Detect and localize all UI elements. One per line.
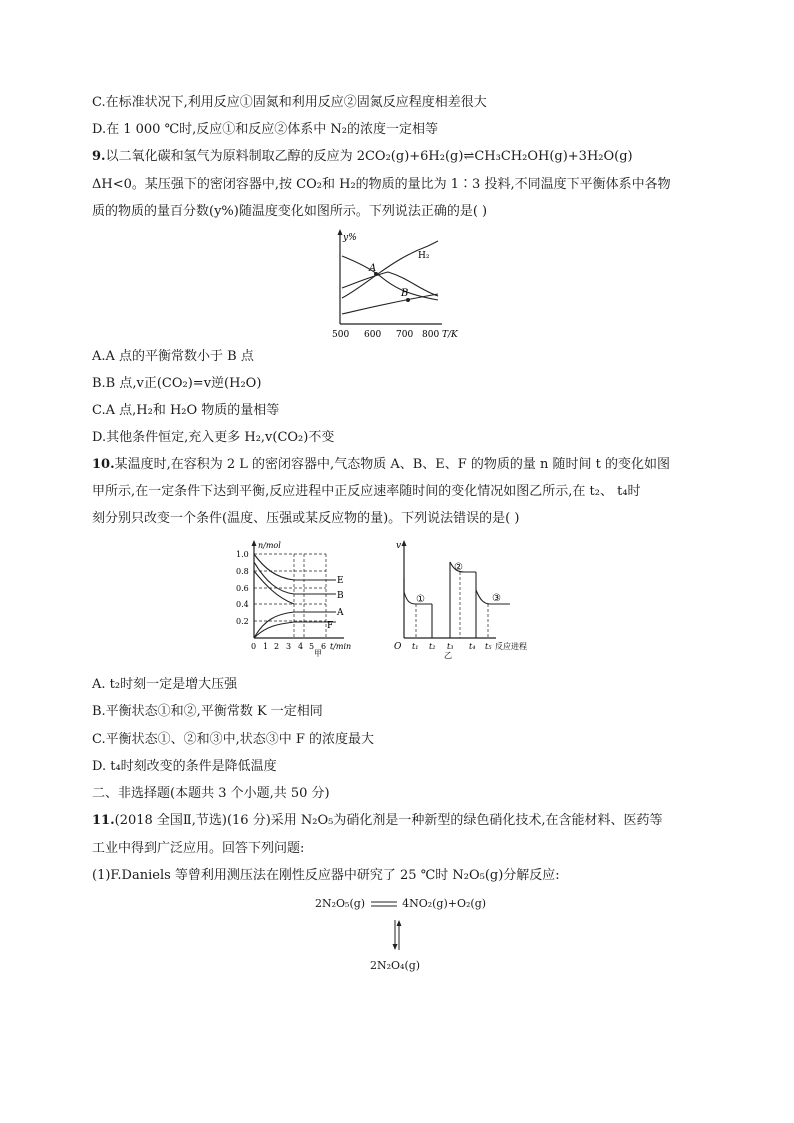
q9-curve-2 bbox=[342, 256, 438, 300]
q9-xtick-700: 700 bbox=[396, 330, 414, 340]
q9-option-b: B.B 点,v正(CO₂)=v逆(H₂O) bbox=[92, 376, 262, 391]
q10-stem1-text: 某温度时,在容积为 2 L 的密闭容器中,气态物质 A、B、E、F 的物质的量 n 随时间 t 的变化如图 bbox=[114, 457, 671, 472]
q10-option-b: B.平衡状态①和②,平衡常数 K 一定相同 bbox=[92, 704, 323, 719]
jia-ytick-4: 0.4 bbox=[236, 600, 249, 609]
q10-option-d: D. t₄时刻改变的条件是降低温度 bbox=[92, 759, 277, 774]
q10-figure-jia bbox=[236, 534, 360, 656]
q9-curve-4 bbox=[342, 294, 438, 314]
yi-xtick-t2: t₂ bbox=[429, 642, 436, 651]
q9-option-a: A.A 点的平衡常数小于 B 点 bbox=[92, 349, 254, 364]
q10-option-c: C.平衡状态①、②和③中,状态③中 F 的浓度最大 bbox=[92, 732, 375, 747]
q9-option-d: D.其他条件恒定,充入更多 H₂,v(CO₂)不变 bbox=[92, 430, 335, 445]
yi-xtick-t3: t₃ bbox=[447, 642, 454, 651]
jia-label-b: B bbox=[337, 591, 344, 601]
yi-xtick-t1: t₁ bbox=[412, 642, 419, 651]
yi-xtick-t4: t₄ bbox=[469, 642, 476, 651]
q11-equation bbox=[315, 896, 486, 912]
q10-option-a: A. t₂时刻一定是增大压强 bbox=[92, 677, 238, 692]
jia-curves bbox=[254, 554, 336, 638]
q9-option-c: C.A 点,H₂和 H₂O 物质的量相等 bbox=[92, 403, 280, 418]
jia-xtick-4: 4 bbox=[298, 642, 304, 651]
jia-xtick-2: 2 bbox=[274, 642, 280, 651]
q9-label-a: A bbox=[369, 263, 377, 274]
yi-state-3: ③ bbox=[492, 593, 501, 604]
q9-x-label: T/K bbox=[442, 330, 458, 340]
jia-y-label: n/mol bbox=[258, 541, 281, 550]
jia-xtick-3: 3 bbox=[286, 642, 292, 651]
q11-number: 11. bbox=[92, 813, 115, 828]
jia-ytick-1: 1.0 bbox=[236, 550, 249, 559]
q9-stem-line2: ΔH<0。某压强下的密闭容器中,按 CO₂和 H₂的物质的量比为 1∶3 投料,不同温度下平衡体系中各物 bbox=[92, 177, 671, 192]
q11-stem-line2: 工业中得到广泛应用。回答下列问题: bbox=[92, 841, 305, 856]
q10-number: 10. bbox=[92, 457, 115, 472]
q11-eq-left: 2N₂O₅(g) bbox=[315, 897, 366, 910]
yi-y-arrow bbox=[402, 540, 407, 546]
section-2-heading: 二、非选择题(本题共 3 个小题,共 50 分) bbox=[92, 786, 330, 801]
q11-equilibrium-arrows bbox=[390, 918, 404, 952]
q10-figure-yi bbox=[392, 534, 527, 660]
yi-y-label: v bbox=[396, 541, 402, 551]
yi-xtick-t5: t₅ bbox=[485, 642, 492, 651]
q9-xtick-500: 500 bbox=[332, 330, 350, 340]
jia-label-a: A bbox=[337, 608, 344, 618]
yi-dashed-lines bbox=[416, 572, 488, 638]
q10-stem-line1 bbox=[92, 456, 670, 474]
q9-xtick-600: 600 bbox=[364, 330, 382, 340]
jia-xtick-1: 1 bbox=[263, 642, 269, 651]
q9-number: 9. bbox=[92, 149, 106, 164]
q9-chart bbox=[328, 226, 468, 344]
yi-state-1: ① bbox=[416, 594, 425, 605]
q11-stem1-text: (2018 全国Ⅱ,节选)(16 分)采用 N₂O₅为硝化剂是一种新型的绿色硝化技术,在含能材料、医药等 bbox=[114, 813, 663, 828]
jia-label-f: F bbox=[327, 621, 334, 631]
q9-stem-line1 bbox=[92, 148, 633, 166]
jia-x-label: t/min bbox=[330, 642, 352, 651]
q10-stem-line2: 甲所示,在一定条件下达到平衡,反应进程中正反应速率随时间的变化情况如图乙所示,在 t₂、 t₄时 bbox=[92, 484, 641, 499]
q9-stem-line3: 质的物质的量百分数(y%)随温度变化如图所示。下列说法正确的是( ) bbox=[92, 204, 488, 219]
yi-x-label: 反应进程 bbox=[495, 642, 527, 651]
jia-label-e: E bbox=[337, 576, 344, 586]
yi-caption: 乙 bbox=[444, 651, 452, 660]
yi-state-2: ② bbox=[454, 562, 463, 573]
q9-label-b: B bbox=[401, 288, 409, 299]
q11-eq-sign bbox=[369, 899, 399, 909]
q8-option-c: C.在标准状况下,利用反应①固氮和利用反应②固氮反应程度相差很大 bbox=[92, 95, 487, 110]
q11-eq-bottom: 2N₂O₄(g) bbox=[370, 959, 421, 972]
jia-ytick-3: 0.6 bbox=[236, 584, 249, 593]
q9-label-h2: H₂ bbox=[418, 251, 430, 261]
q10-stem-line3: 刻分别只改变一个条件(温度、压强或某反应物的量)。下列说法错误的是( ) bbox=[92, 511, 520, 526]
q11-eq-right: 4NO₂(g)+O₂(g) bbox=[402, 897, 487, 910]
jia-xtick-6: 6 bbox=[321, 642, 327, 651]
jia-xtick-5: 5 bbox=[309, 642, 315, 651]
q9-stem1-text: 以二氧化碳和氢气为原料制取乙醇的反应为 2CO₂(g)+6H₂(g)⇌CH₃CH₂OH(g)+3H₂O(g) bbox=[105, 149, 633, 164]
q11-sub1: (1)F.Daniels 等曾利用测压法在刚性反应器中研究了 25 ℃时 N₂O₅(g)分解反应: bbox=[92, 868, 560, 883]
jia-y-arrow bbox=[252, 540, 257, 546]
q8-option-d: D.在 1 000 ℃时,反应①和反应②体系中 N₂的浓度一定相等 bbox=[92, 122, 438, 137]
q11-stem-line1 bbox=[92, 812, 663, 830]
q9-y-arrow bbox=[338, 229, 343, 235]
yi-origin: O bbox=[394, 642, 402, 652]
jia-ytick-2: 0.8 bbox=[236, 567, 249, 576]
jia-xtick-0: 0 bbox=[251, 642, 257, 651]
q9-xtick-800: 800 bbox=[422, 330, 440, 340]
q9-y-label: y% bbox=[343, 233, 357, 243]
jia-ytick-5: 0.2 bbox=[236, 617, 249, 626]
jia-caption: 甲 bbox=[314, 649, 322, 658]
